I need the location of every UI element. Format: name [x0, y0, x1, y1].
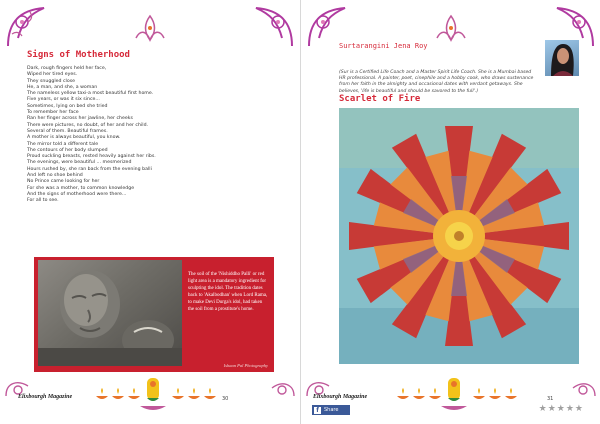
poem-line: Wiped her tired eyes. — [27, 72, 78, 78]
corner-ornament-icon — [250, 4, 296, 50]
photo-caption-box — [34, 257, 274, 372]
diya-footer-icon — [0, 376, 300, 424]
poem-line: For she was a mother, to common knowledge — [27, 185, 135, 191]
poem-line: The mirror told a different tale — [27, 141, 99, 147]
poem-line: And left no shoe behind — [27, 173, 83, 179]
poem-line: And the signs of motherhood were there... — [27, 191, 127, 197]
flower-painting-icon — [339, 108, 579, 364]
page-number: 31 — [547, 396, 554, 402]
poem-line: There were pictures, no doubt, of her and her child. — [27, 122, 149, 128]
painting-title: Scarlet of Fire — [339, 94, 421, 104]
poem-line: He, a man, and she, a woman — [27, 84, 98, 90]
poem-line: Several of them. Beautiful frames. — [27, 128, 108, 134]
share-label: Share — [324, 407, 339, 413]
magazine-brand: Elixbourgh Magazine — [313, 394, 368, 400]
poem-line: The evenings, were beautiful ... mesmerized — [27, 160, 132, 166]
right-page — [300, 0, 600, 424]
poem-line: The nameless yellow taxi-a most beautiful first home. — [27, 91, 154, 97]
author-bio: (Sur is a Certified Life Coach and a Master Spirit Life Coach. She is a Mumbai based HR professional. A painter, poet, cinephile and a hobby cook, who draws sustenance from her faith in the almighty and occasional dates with verdant getaways. She believes, 'life is beautiful and should be savored to the full'.) — [339, 70, 534, 94]
center-ornament-icon — [431, 12, 471, 46]
facebook-share-button[interactable] — [312, 405, 350, 415]
poem — [27, 66, 267, 205]
poem-line: Proud suckling breasts, rested heavily against her ribs. — [27, 154, 156, 160]
corner-ornament-icon — [4, 4, 50, 50]
poem-line: Hours rushed by, she ran back from the evening balli — [27, 166, 152, 172]
diya-footer-icon — [301, 376, 600, 424]
idol-photo — [38, 260, 182, 366]
avatar — [545, 40, 579, 76]
poem-line: For all to see. — [27, 198, 59, 204]
poem-line: The contours of her body slumped — [27, 147, 108, 153]
painting-image — [339, 108, 579, 364]
poem-line: Sometimes, lying on bed she tried — [27, 103, 108, 109]
poem-line: No Prince came looking for her — [27, 179, 100, 185]
poem-line: They snuggled close — [27, 78, 76, 84]
magazine-brand: Elixbourgh Magazine — [18, 394, 73, 400]
page-title: Signs of Motherhood — [27, 50, 130, 60]
poem-line: To remember her face — [27, 110, 79, 116]
author-name: Surtarangini Jena Roy — [339, 42, 428, 50]
rating-stars[interactable]: ★★★★★ — [538, 404, 584, 414]
poem-line: A mother is always beautiful, you know. — [27, 135, 121, 141]
poem-line: Dark, rough fingers held her face, — [27, 66, 107, 71]
photo-caption: The soil of the 'Nishiddho Palli' or red light area is a mandatory ingredient for sculpting the idol. The tradition dates back to 'Akalbodhan' when Lord Rama, to make Devi Durga's idol, had taken the soil from a prostitute's home. — [188, 272, 268, 312]
page-number: 30 — [222, 396, 229, 402]
photo-credit: Ishaan Pal Photography — [223, 363, 268, 368]
center-ornament-icon — [130, 12, 170, 46]
poem-line: Ran her finger across her jawline, her cheeks — [27, 116, 133, 122]
idol-head-icon — [38, 260, 182, 366]
poem-line: Five years, or was it six since... — [27, 97, 100, 103]
portrait-icon — [545, 40, 579, 76]
facebook-icon: f — [314, 407, 321, 414]
